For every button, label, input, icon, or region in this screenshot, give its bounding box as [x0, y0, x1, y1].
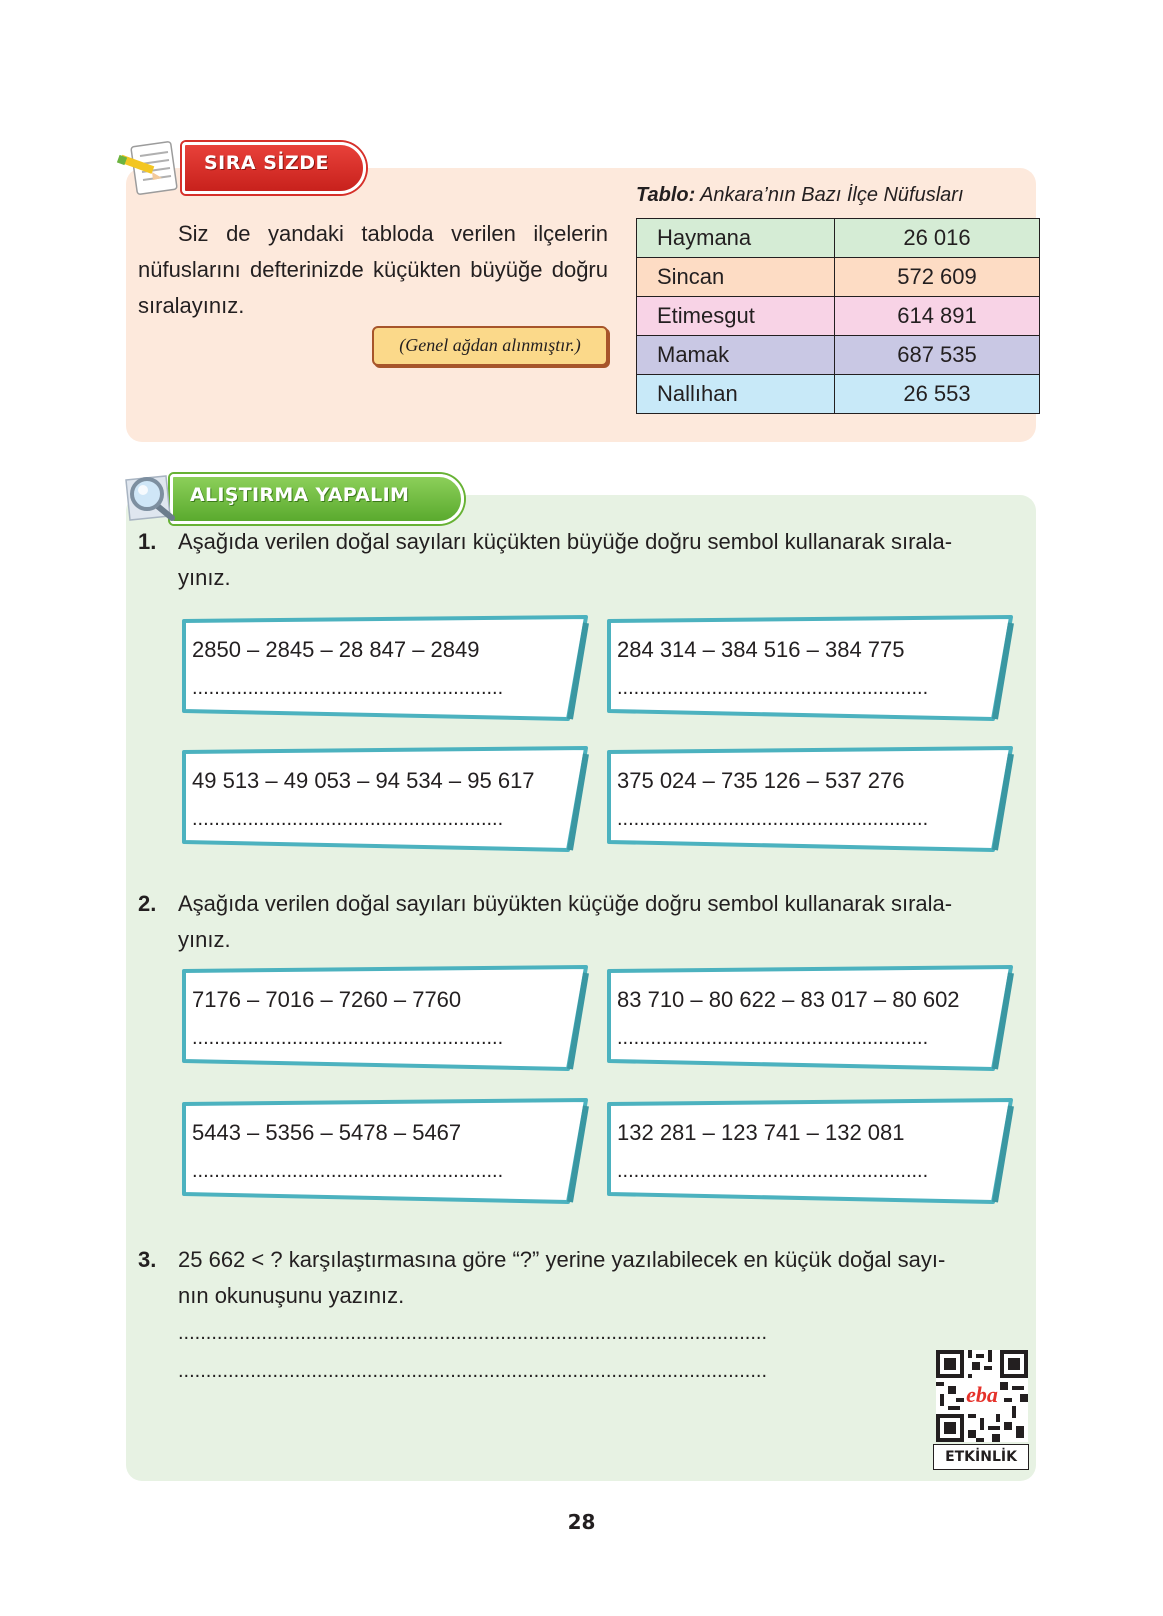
district-cell: Nallıhan — [637, 375, 835, 414]
sira-sizde-title: SIRA SİZDE — [204, 152, 329, 174]
number-sequence: 7176 – 7016 – 7260 – 7760 — [192, 987, 462, 1012]
population-table — [636, 218, 1040, 414]
answer-box[interactable] — [178, 965, 590, 1073]
answer-box[interactable] — [603, 615, 1015, 723]
answer-box-frame — [178, 1098, 598, 1210]
question-2 — [138, 886, 1030, 958]
question-number: 3. — [138, 1247, 157, 1272]
question-text-line1: Aşağıda verilen doğal sayıları küçükten büyüğe doğru sembol kullanarak sırala- — [178, 529, 953, 554]
table-row — [637, 336, 1040, 375]
answer-dots: ........................................................ — [192, 808, 504, 830]
qr-code-icon[interactable] — [936, 1350, 1028, 1442]
district-cell: Haymana — [637, 219, 835, 258]
table-caption-text: Ankara’nın Bazı İlçe Nüfusları — [695, 184, 964, 206]
table-caption-label: Tablo: — [636, 184, 696, 206]
answer-dots: ........................................................ — [617, 808, 929, 830]
number-sequence: 284 314 – 384 516 – 384 775 — [617, 637, 905, 662]
population-cell: 572 609 — [835, 258, 1040, 297]
table-row — [637, 375, 1040, 414]
alistirma-title: ALIŞTIRMA YAPALIM — [190, 484, 410, 506]
answer-box-frame — [603, 615, 1023, 727]
answer-line[interactable]: .......................................................................................................... — [178, 1360, 768, 1382]
table-row — [637, 258, 1040, 297]
answer-box-frame — [178, 615, 598, 727]
table-row — [637, 219, 1040, 258]
question-text-line2: nın okunuşunu yazınız. — [178, 1283, 405, 1308]
answer-dots: ........................................................ — [617, 1160, 929, 1182]
answer-box[interactable] — [178, 746, 590, 854]
alistirma-badge — [130, 470, 460, 526]
answer-box[interactable] — [603, 965, 1015, 1073]
district-cell: Mamak — [637, 336, 835, 375]
sira-sizde-badge — [142, 142, 362, 194]
population-cell: 614 891 — [835, 297, 1040, 336]
question-text-line2: yınız. — [178, 565, 231, 590]
table-row — [637, 297, 1040, 336]
answer-dots: ........................................................ — [617, 1027, 929, 1049]
answer-box-frame — [178, 746, 598, 858]
sira-sizde-intro: Siz de yandaki tabloda verilen ilçelerin nüfuslarını defterinizde küçükten büyüğe doğru sıralayınız. — [138, 221, 608, 318]
answer-dots: ........................................................ — [192, 677, 504, 699]
answer-dots: ........................................................ — [192, 1027, 504, 1049]
number-sequence: 5443 – 5356 – 5478 – 5467 — [192, 1120, 462, 1145]
question-number: 1. — [138, 529, 157, 554]
table-caption — [636, 184, 964, 207]
district-cell: Etimesgut — [637, 297, 835, 336]
eba-logo: eba — [966, 1382, 998, 1407]
question-1 — [138, 524, 1030, 596]
question-text-line1: Aşağıda verilen doğal sayıları büyükten küçüğe doğru sembol kullanarak sırala- — [178, 891, 953, 916]
answer-box[interactable] — [178, 1098, 590, 1206]
answer-box[interactable] — [603, 1098, 1015, 1206]
answer-box-frame — [603, 1098, 1023, 1210]
number-sequence: 375 024 – 735 126 – 537 276 — [617, 768, 905, 793]
answer-line[interactable]: .......................................................................................................... — [178, 1322, 768, 1344]
answer-box-frame — [603, 965, 1023, 1077]
district-cell: Sincan — [637, 258, 835, 297]
number-sequence: 49 513 – 49 053 – 94 534 – 95 617 — [192, 768, 535, 793]
number-sequence: 83 710 – 80 622 – 83 017 – 80 602 — [617, 987, 960, 1012]
question-number: 2. — [138, 891, 157, 916]
answer-dots: ........................................................ — [617, 677, 929, 699]
answer-dots: ........................................................ — [192, 1160, 504, 1182]
population-cell: 687 535 — [835, 336, 1040, 375]
population-cell: 26 016 — [835, 219, 1040, 258]
number-sequence: 132 281 – 123 741 – 132 081 — [617, 1120, 905, 1145]
question-3 — [138, 1242, 1030, 1314]
etkinlik-label[interactable]: ETKİNLİK — [933, 1444, 1029, 1470]
answer-box[interactable] — [178, 615, 590, 723]
answer-box[interactable] — [603, 746, 1015, 854]
page-number: 28 — [567, 1510, 596, 1534]
number-sequence: 2850 – 2845 – 28 847 – 2849 — [192, 637, 480, 662]
source-note: (Genel ağdan alınmıştır.) — [372, 326, 608, 366]
answer-box-frame — [603, 746, 1023, 858]
question-text-line2: yınız. — [178, 927, 231, 952]
population-cell: 26 553 — [835, 375, 1040, 414]
question-text-line1: 25 662 < ? karşılaştırmasına göre “?” yerine yazılabilecek en küçük doğal sayı- — [178, 1247, 946, 1272]
pencil-paper-icon — [116, 138, 184, 196]
answer-box-frame — [178, 965, 598, 1077]
magnifier-icon — [122, 470, 184, 526]
